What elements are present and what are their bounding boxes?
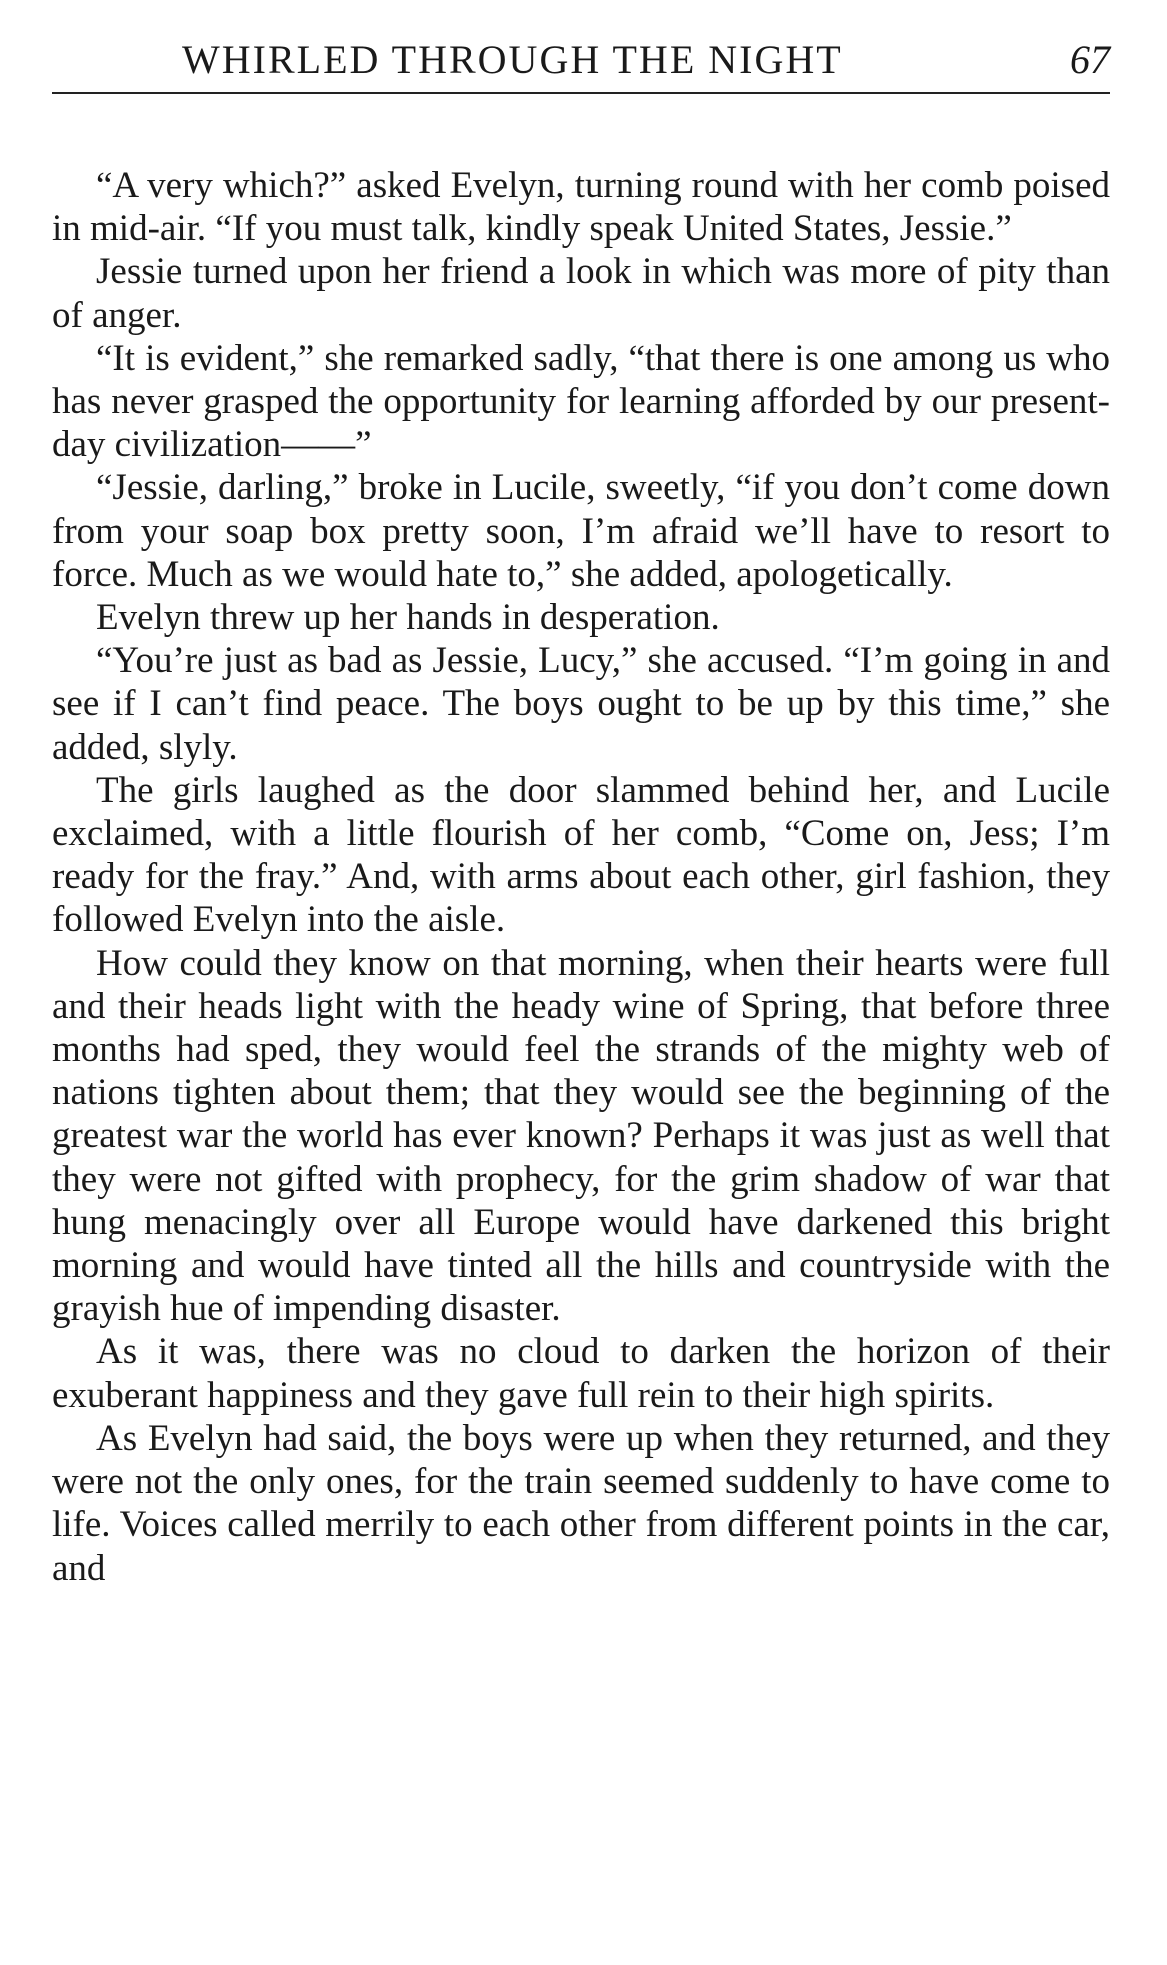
paragraph: How could they know on that morning, when their hearts were full and their heads light with the heady wine of Spring, that before three months had sped, they would feel the strands of the mighty web of nations tighten about them; that they would see the beginning of the greatest war the world has ever known? Perhaps it was just as well that they were not gifted with prophecy, for the grim shadow of war that hung menacingly over all Europe would have darkened this bright morning and would have tinted all the hills and countryside with the grayish hue of impending disaster. [52, 942, 1110, 1330]
page-number: 67 [1070, 37, 1110, 82]
paragraph: “A very which?” asked Evelyn, turning round with her comb poised in mid-air. “If you must talk, kindly speak United States, Jessie.” [52, 165, 1110, 250]
paragraph: Evelyn threw up her hands in desperation. [96, 597, 720, 639]
paragraph: “Jessie, darling,” broke in Lucile, sweetly, “if you don’t come down from your soap box pretty soon, I’m afraid we’ll have to resort to force. Much as we would hate to,” she added, apologetically. [52, 467, 1110, 595]
book-page [52, 0, 1110, 1590]
paragraph: Jessie turned upon her friend a look in which was more of pity than of anger. [52, 251, 1110, 336]
paragraph: As Evelyn had said, the boys were up when they returned, and they were not the only ones, for the train seemed suddenly to have come to life. Voices called merrily to each other from different points in the car, and [52, 1417, 1110, 1589]
paragraph: The girls laughed as the door slammed behind her, and Lucile exclaimed, with a little flourish of her comb, “Come on, Jess; I’m ready for the fray.” And, with arms about each other, girl fashion, they followed Evelyn into the aisle. [52, 769, 1110, 941]
body-text [52, 164, 1110, 1590]
running-title: WHIRLED THROUGH THE NIGHT [182, 37, 843, 82]
paragraph: “You’re just as bad as Jessie, Lucy,” she accused. “I’m going in and see if I can’t find peace. The boys ought to be up by this time,” she added, slyly. [52, 640, 1110, 768]
running-head [52, 36, 1110, 94]
paragraph: As it was, there was no cloud to darken the horizon of their exuberant happiness and they gave full rein to their high spirits. [52, 1331, 1110, 1416]
paragraph: “It is evident,” she remarked sadly, “that there is one among us who has never grasped the opportunity for learning afforded by our present-day civilization——” [52, 337, 1110, 466]
